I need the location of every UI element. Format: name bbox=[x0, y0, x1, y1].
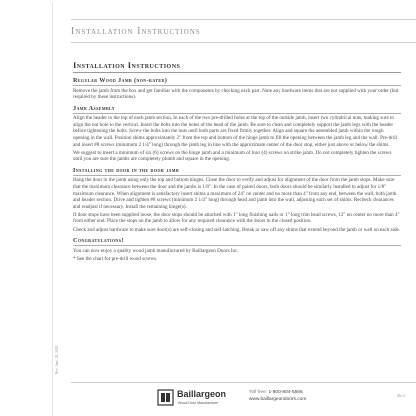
phone-line bbox=[249, 389, 306, 396]
company-logo bbox=[157, 388, 239, 410]
section-heading: Regular Wood Jamb (non-rated) bbox=[73, 77, 401, 86]
section-paragraph: Remove the jamb from the box and get familiar with the components by checking each part. Note any hardware items that are not supplied with your order (but required by these instructions). bbox=[73, 87, 399, 101]
document-body bbox=[73, 60, 401, 262]
document-page bbox=[52, 2, 416, 416]
section-jamb-assembly bbox=[73, 105, 401, 163]
section-paragraph: Hang the door in the jamb using only the top and bottom hinges. Close the door to verify and adjust for alignment of the door from the jamb stops. Make sure that the maximum clearance between the door and the jambs is 1/8". In the case of paired doors, both doors should be similarly installed to adjust for 1/8" maximum clearance. When alignment is satisfactory insert shims a maximum of 24" on center and no more than 4" from any end, between the wall, both jamb and header section. Drive and tighten #8 screws (minimum 2 1/4" long) through head and jamb into the wall, adjusting each set of shims. Recheck clearances and readjust if necessary. Install the remaining hinge(s). bbox=[73, 177, 397, 210]
section-paragraph: You can now enjoy a quality wood jamb manufactured by Baillargeon Doors Inc. bbox=[73, 247, 239, 254]
top-rule bbox=[71, 19, 416, 20]
revision-date: Rev. June, 28, 2018 bbox=[55, 345, 59, 374]
section-congratulations bbox=[73, 237, 401, 262]
phone-number: 1-800-804-5566 bbox=[268, 390, 303, 395]
brand-name: Baillargeon bbox=[177, 389, 227, 399]
website-link[interactable]: www.baillargeondoors.com bbox=[249, 397, 307, 402]
section-heading: Installing the door in the door jamb bbox=[73, 167, 401, 176]
revision-code: Rv-2 bbox=[397, 394, 405, 398]
footer-rule bbox=[71, 382, 416, 383]
document-title: Installation Instructions bbox=[73, 60, 401, 73]
header-rule bbox=[71, 42, 416, 43]
door-logo-icon bbox=[157, 389, 174, 406]
footnote: * See the chart for pre-drill wood screws. bbox=[73, 255, 158, 262]
brand-tagline: Wood Door Manufacturer bbox=[178, 401, 219, 405]
section-paragraph: If door stops have been supplied loose, the door stops should be attached with 1" long finishing nails or 1" long trim head screws, 12" on center no more than 4" from either end. Place the stops on the jamb to allow for any required clearance with the doors in the closed position. bbox=[73, 211, 400, 225]
section-paragraph: We suggest to insert a minimum of six (6) screws on the hinge jamb and a minimum of four (4) screws on strike jamb. Do not completely tighten the screws until you are sure the jambs are completely plumb and square in the opening. bbox=[73, 149, 392, 163]
section-regular-wood-jamb bbox=[73, 77, 401, 101]
contact-info bbox=[249, 389, 306, 403]
section-paragraph: Check and adjust hardware to make sure door(s) are self-closing and self-latching. Break or saw off any shims that extend beyond the jamb or wall on each side. bbox=[73, 226, 401, 233]
section-installing-door bbox=[73, 167, 401, 233]
header-title: Installation Instructions bbox=[71, 26, 201, 37]
section-paragraph: Align the header to the top of each jamb section. In each of the two pre-drilled holes at the top of the outside jamb, insert two cylindrical nuts, making sure to align the nut hole to the vertical. Insert the bolts into the holes of the head of the jamb. Be sure to clean and completely support the jamb legs with the header before tightening the bolts. Screw the bolts into the nuts until both parts are fixed firmly together. Align and square the assembled jamb within the rough opening in the wall. Position shims approximately 2" from the top and bottom of the hinge jamb to fill the opening between the jamb leg and the wall. Pre-drill and insert #8 screws (minimum 2 1/4" long) through the jamb leg in line with the approximate center of the door stop, either just above or below the shims. bbox=[73, 115, 398, 148]
section-heading: Congratulations! bbox=[73, 237, 401, 246]
section-heading: Jamb Assembly bbox=[73, 105, 401, 114]
phone-label: Toll free: bbox=[249, 390, 268, 395]
